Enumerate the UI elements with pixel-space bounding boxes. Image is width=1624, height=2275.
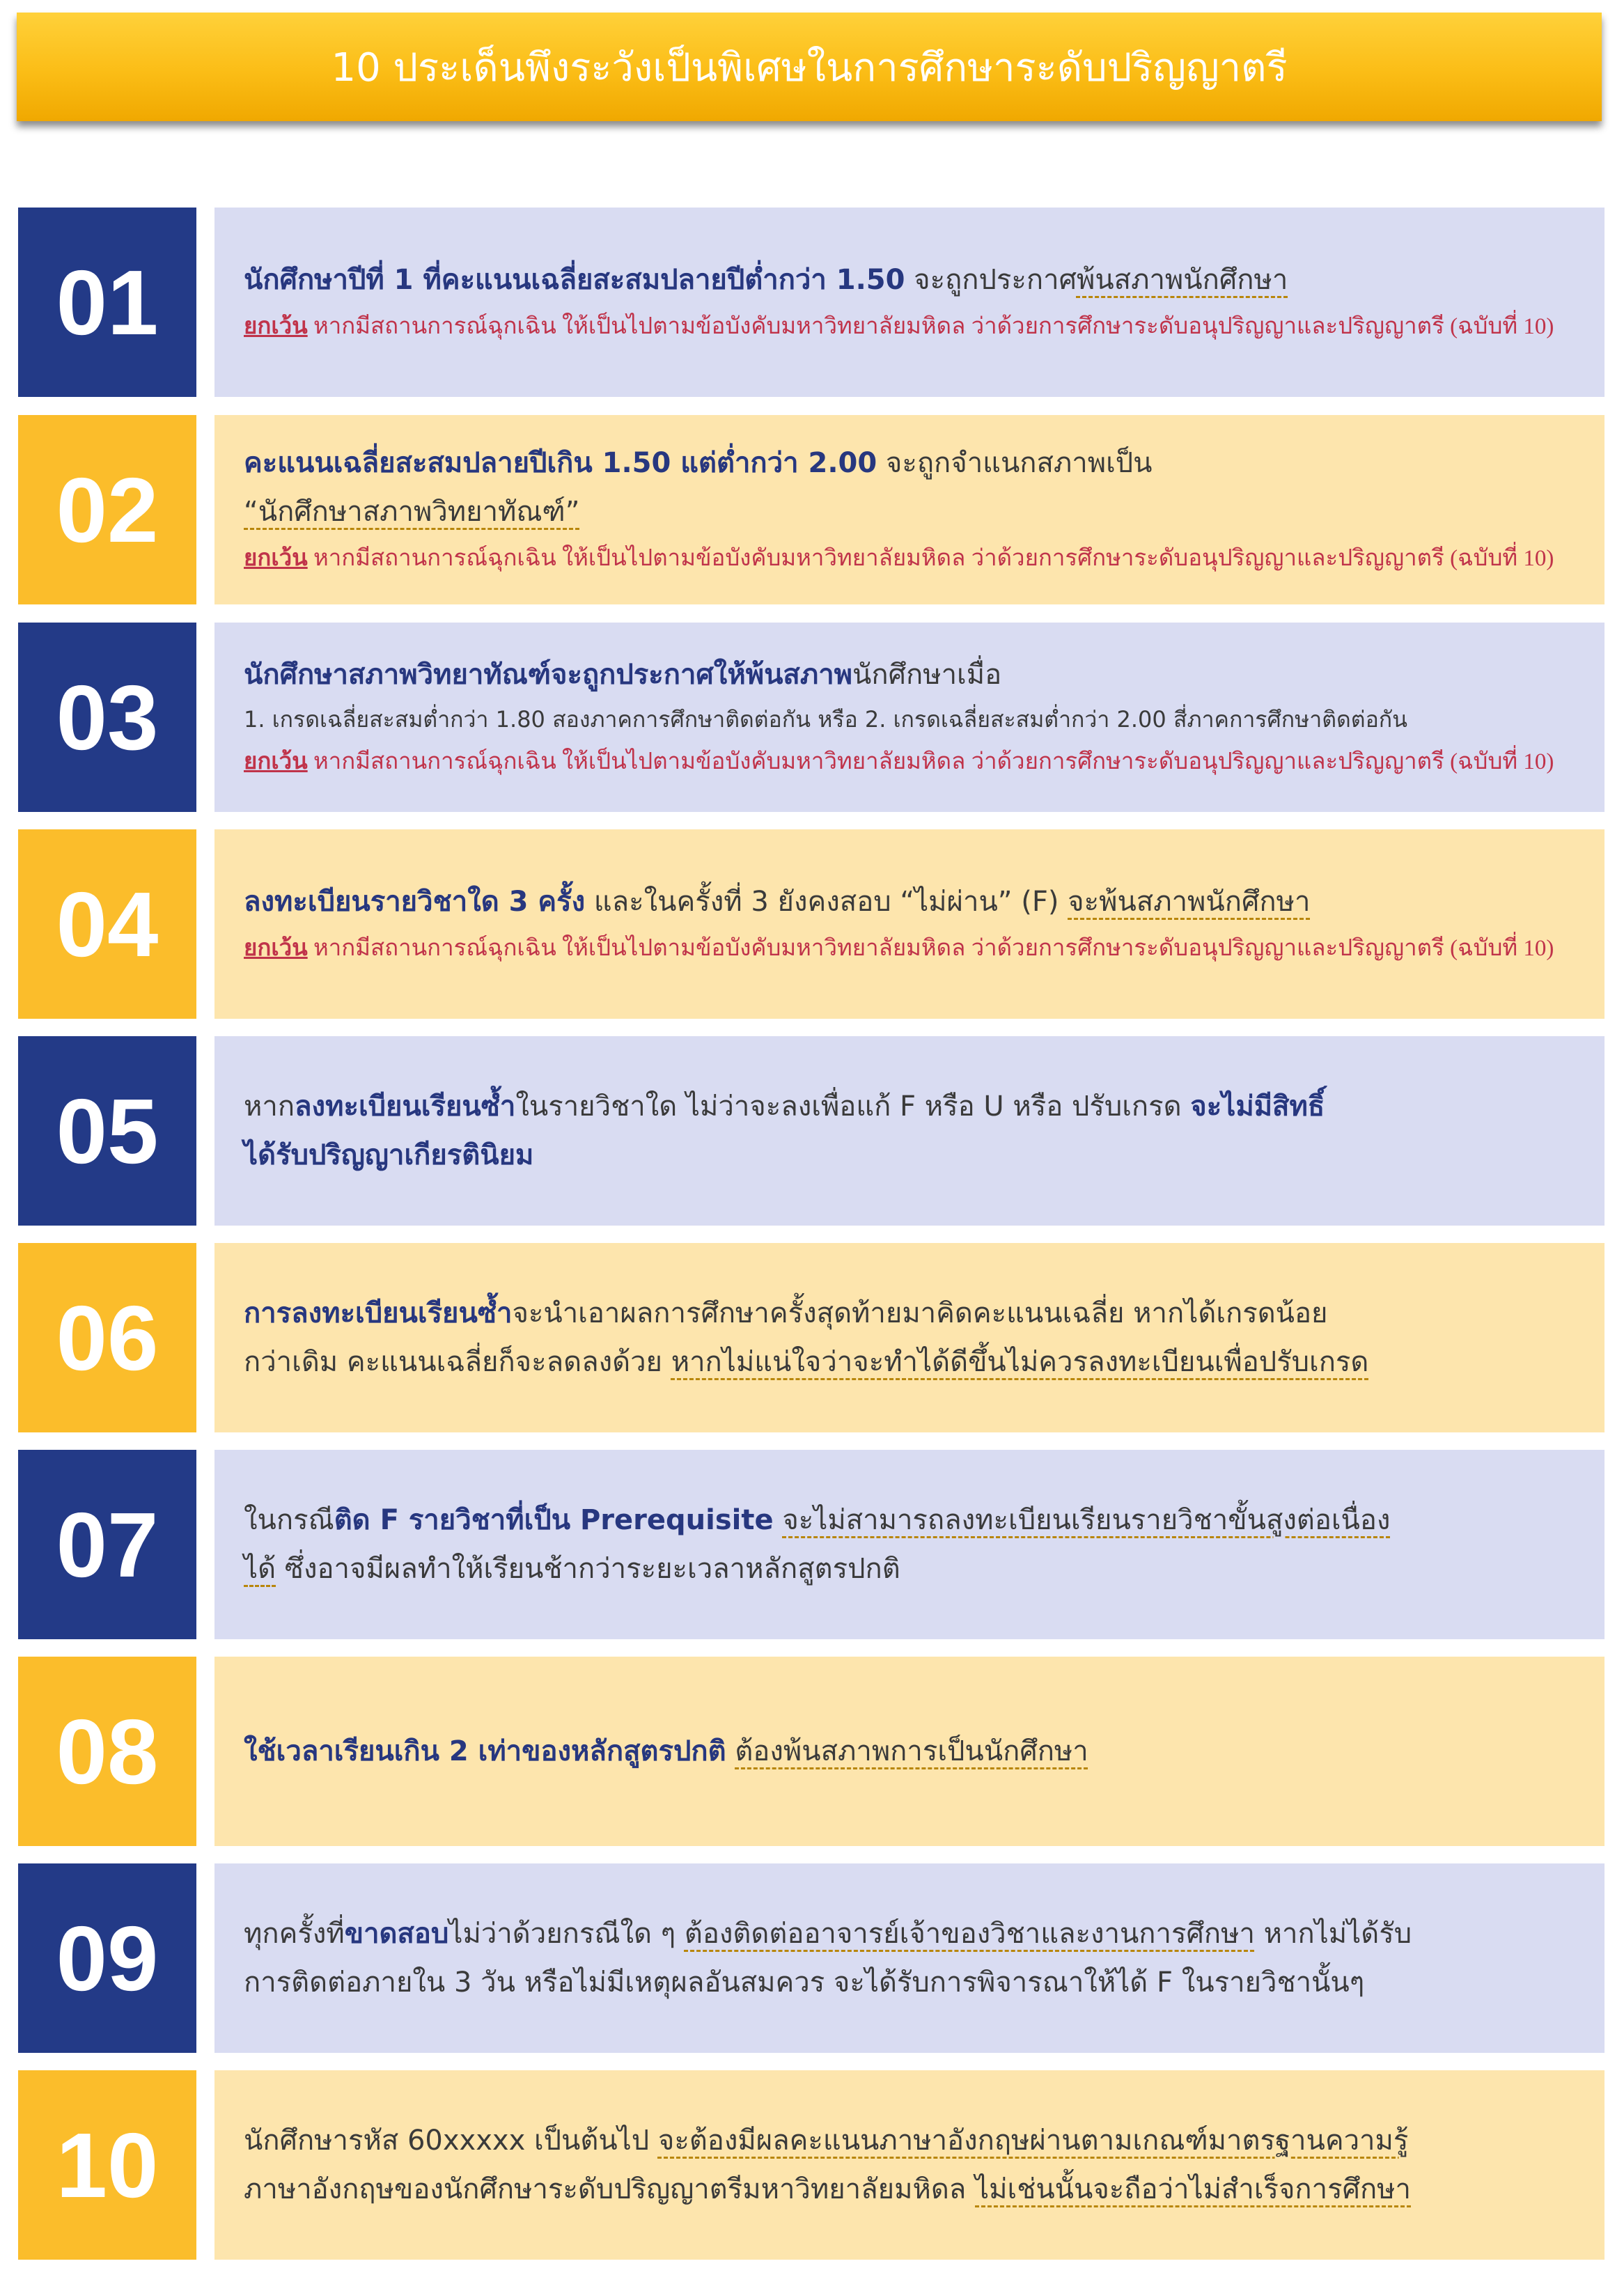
item-text: ในรายวิชาใด ไม่ว่าจะลงเพื่อแก้ F หรือ U หรือ ปรับเกรด (515, 1090, 1191, 1123)
item-04 (18, 829, 1605, 1019)
item-text-emphasis: ไม่เช่นนั้นจะถือว่าไม่สำเร็จการศึกษา (975, 2173, 1412, 2205)
item-text: หากไม่ได้รับ (1254, 1918, 1412, 1950)
item-text-bold: ได้รับปริญญาเกียรตินิยม (244, 1139, 534, 1171)
item-text-bold: นักศึกษาปีที่ 1 ที่คะแนนเฉลี่ยสะสมปลายปีต่ำกว่า 1.50 (244, 264, 905, 296)
item-03 (18, 623, 1605, 812)
exception-text: หากมีสถานการณ์ฉุกเฉิน ให้เป็นไปตามข้อบังคับมหาวิทยาลัยมหิดล ว่าด้วยการศึกษาระดับอนุปริญญาและปริญญาตรี (ฉบับที่ 10) (307, 749, 1554, 774)
item-number: 10 (18, 2070, 196, 2260)
exception-text: หากมีสถานการณ์ฉุกเฉิน ให้เป็นไปตามข้อบังคับมหาวิทยาลัยมหิดล ว่าด้วยการศึกษาระดับอนุปริญญาและปริญญาตรี (ฉบับที่ 10) (307, 936, 1554, 961)
item-text: จะถูกประกาศ (905, 264, 1077, 296)
item-text (774, 1504, 783, 1536)
item-text-bold: คะแนนเฉลี่ยสะสมปลายปีเกิน 1.50 แต่ต่ำกว่า 2.00 (244, 447, 877, 479)
item-05 (18, 1036, 1605, 1226)
item-conditions: 1. เกรดเฉลี่ยสะสมต่ำกว่า 1.80 สองภาคการศึกษาติดต่อกัน หรือ 2. เกรดเฉลี่ยสะสมต่ำกว่า 2.00 สี่ภาคการศึกษาติดต่อกัน (244, 706, 1408, 733)
item-text-bold: ติด F รายวิชาที่เป็น Prerequisite (334, 1504, 774, 1536)
item-text: กว่าเดิม คะแนนเฉลี่ยก็จะลดลงด้วย (244, 1346, 671, 1378)
item-number: 02 (18, 415, 196, 604)
item-content (214, 1243, 1605, 1432)
item-text: ในกรณี (244, 1504, 334, 1536)
item-text: จะนำเอาผลการศึกษาครั้งสุดท้ายมาคิดคะแนนเฉลี่ย หากได้เกรดน้อย (512, 1297, 1328, 1329)
page-title: 10 ประเด็นพึงระวังเป็นพิเศษในการศึกษาระดับปริญญาตรี (331, 45, 1288, 91)
exception-text: หากมีสถานการณ์ฉุกเฉิน ให้เป็นไปตามข้อบังคับมหาวิทยาลัยมหิดล ว่าด้วยการศึกษาระดับอนุปริญญาและปริญญาตรี (ฉบับที่ 10) (307, 314, 1554, 339)
item-text: นักศึกษาเมื่อ (852, 659, 1002, 691)
item-number: 08 (18, 1657, 196, 1846)
item-content (214, 2070, 1605, 2260)
item-text (726, 1735, 735, 1767)
item-number: 05 (18, 1036, 196, 1226)
item-text-bold: จะไม่มีสิทธิ์ (1190, 1090, 1325, 1123)
item-content (214, 1450, 1605, 1639)
item-06 (18, 1243, 1605, 1432)
exception-label: ยกเว้น (244, 314, 308, 339)
item-text-emphasis: หากไม่แน่ใจว่าจะทำได้ดีขึ้นไม่ควรลงทะเบียนเพื่อปรับเกรด (671, 1346, 1369, 1378)
item-text-bold: นักศึกษาสภาพวิทยาทัณฑ์จะถูกประกาศให้พ้นสภาพ (244, 659, 853, 691)
item-number: 04 (18, 829, 196, 1019)
item-text-emphasis: จะพ้นสภาพนักศึกษา (1068, 886, 1311, 918)
item-01 (18, 208, 1605, 397)
item-content (214, 1657, 1605, 1846)
item-text: ไม่ว่าด้วยกรณีใด ๆ (448, 1918, 685, 1950)
item-text-emphasis: ได้ (244, 1553, 276, 1585)
item-number: 03 (18, 623, 196, 812)
item-text-bold: ลงทะเบียนเรียนซ้ำ (295, 1090, 516, 1123)
item-number: 01 (18, 208, 196, 397)
item-number: 09 (18, 1863, 196, 2053)
item-content (214, 1863, 1605, 2053)
item-content (214, 208, 1605, 397)
item-text: ทุกครั้งที่ (244, 1918, 345, 1950)
item-text: ซึ่งอาจมีผลทำให้เรียนช้ากว่าระยะเวลาหลักสูตรปกติ (276, 1553, 900, 1585)
item-text: จะถูกจำแนกสภาพเป็น (877, 447, 1153, 479)
item-text: ภาษาอังกฤษของนักศึกษาระดับปริญญาตรีมหาวิทยาลัยมหิดล (244, 2173, 976, 2205)
item-text-emphasis: จะไม่สามารถลงทะเบียนเรียนรายวิชาขั้นสูงต่อเนื่อง (782, 1504, 1391, 1536)
item-content (214, 829, 1605, 1019)
item-02 (18, 415, 1605, 604)
item-09 (18, 1863, 1605, 2053)
item-text: และในครั้งที่ 3 ยังคงสอบ “ไม่ผ่าน” (F) (585, 886, 1068, 918)
item-number: 06 (18, 1243, 196, 1432)
item-number: 07 (18, 1450, 196, 1639)
item-text-bold: การลงทะเบียนเรียนซ้ำ (244, 1297, 513, 1329)
item-text-emphasis: “นักศึกษาสภาพวิทยาทัณฑ์” (244, 496, 580, 528)
item-text-bold: ใช้เวลาเรียนเกิน 2 เท่าของหลักสูตรปกติ (244, 1735, 726, 1767)
item-10 (18, 2070, 1605, 2260)
exception-text: หากมีสถานการณ์ฉุกเฉิน ให้เป็นไปตามข้อบังคับมหาวิทยาลัยมหิดล ว่าด้วยการศึกษาระดับอนุปริญญาและปริญญาตรี (ฉบับที่ 10) (307, 546, 1554, 571)
item-text-emphasis: จะต้องมีผลคะแนนภาษาอังกฤษผ่านตามเกณฑ์มาตรฐานความรู้ (657, 2125, 1409, 2157)
title-banner (17, 13, 1602, 121)
item-text-emphasis: ต้องติดต่ออาจารย์เจ้าของวิชาและงานการศึกษา (684, 1918, 1255, 1950)
item-content (214, 1036, 1605, 1226)
exception-label: ยกเว้น (244, 936, 308, 961)
item-text-bold: ลงทะเบียนรายวิชาใด 3 ครั้ง (244, 886, 586, 918)
item-07 (18, 1450, 1605, 1639)
exception-label: ยกเว้น (244, 749, 308, 774)
item-08 (18, 1657, 1605, 1846)
item-content (214, 415, 1605, 604)
item-text: การติดต่อภายใน 3 วัน หรือไม่มีเหตุผลอันสมควร จะได้รับการพิจารณาให้ได้ F ในรายวิชานั้นๆ (244, 1967, 1365, 1999)
item-text: นักศึกษารหัส 60xxxxx เป็นต้นไป (244, 2125, 658, 2157)
item-content (214, 623, 1605, 812)
item-text: หาก (244, 1090, 295, 1123)
item-text-emphasis: ต้องพ้นสภาพการเป็นนักศึกษา (735, 1735, 1088, 1767)
item-text-bold: ขาดสอบ (344, 1918, 449, 1950)
item-text-emphasis: พ้นสภาพนักศึกษา (1076, 264, 1288, 296)
exception-label: ยกเว้น (244, 546, 308, 571)
